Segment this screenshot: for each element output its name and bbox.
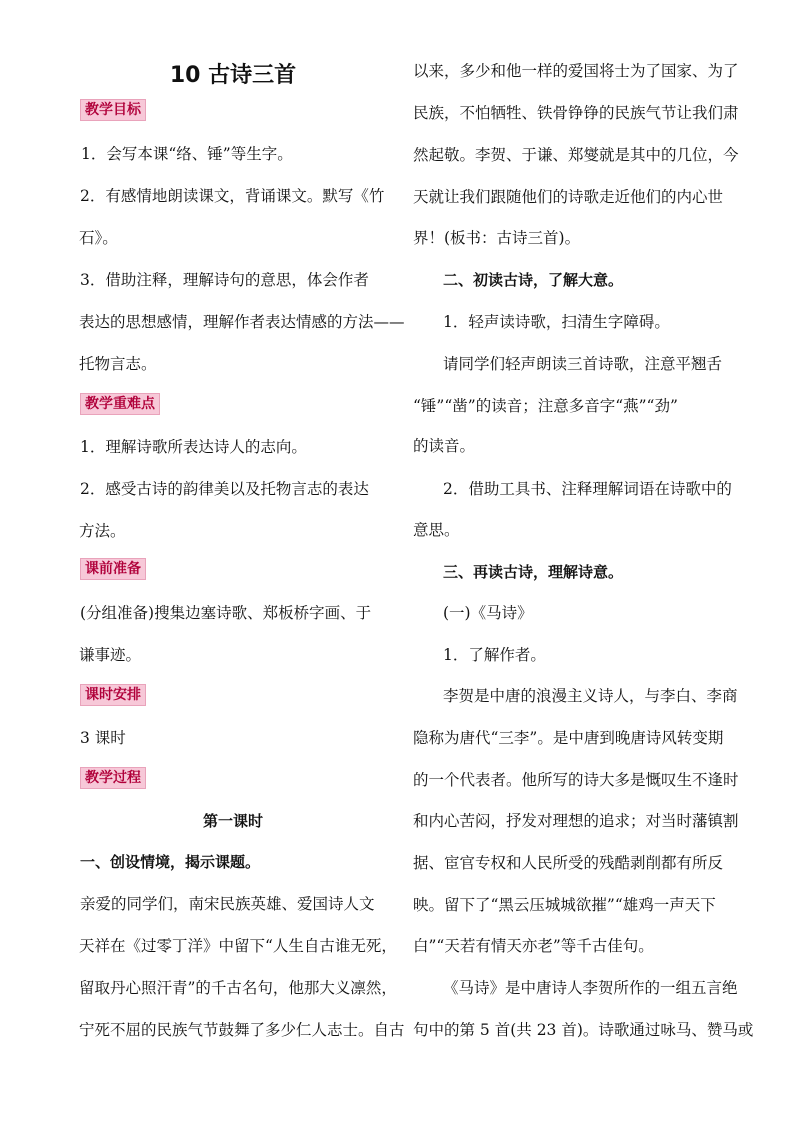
section-1-heading: 一、创设情境，揭示课题。 <box>80 853 261 871</box>
goal-3-line-2: 表达的思想感情，理解作者表达情感的方法—— <box>79 313 405 331</box>
author-line-1: 李贺是中唐的浪漫主义诗人，与李白、李商 <box>443 687 738 705</box>
author-line-4: 和内心苦闷，抒发对理想的追求；对当时藩镇割 <box>413 812 739 830</box>
section-2-para-line-2: “锤”“凿”的读音；注意多音字“燕”“劲” <box>413 397 678 415</box>
heading-preparation: 课前准备 <box>80 558 146 580</box>
key-point-2-line-2: 方法。 <box>79 522 126 540</box>
author-heading: 1．了解作者。 <box>443 646 546 664</box>
heading-process: 教学过程 <box>80 767 146 789</box>
heading-schedule: 课时安排 <box>80 684 146 706</box>
preparation-line-1: (分组准备)搜集边塞诗歌、郑板桥字画、于 <box>80 604 372 622</box>
goal-1: 1．会写本课“络、锤”等生字。 <box>81 145 293 163</box>
goal-2-line-2: 石》。 <box>79 229 118 247</box>
poem-1-title: (一)《马诗》 <box>443 604 533 622</box>
section-2-heading: 二、初读古诗，了解大意。 <box>443 271 624 289</box>
right-line-2: 民族，不怕牺牲、铁骨铮铮的民族气节让我们肃 <box>413 104 739 122</box>
period-1-title: 第一课时 <box>202 812 263 830</box>
goal-3-line-1: 3．借助注释，理解诗句的意思，体会作者 <box>80 271 369 289</box>
heading-teaching-goals: 教学目标 <box>80 99 146 121</box>
author-line-5: 据、宦官专权和人民所受的残酷剥削都有所反 <box>413 854 724 872</box>
key-point-2-line-1: 2．感受古诗的韵律美以及托物言志的表达 <box>80 480 369 498</box>
poem-intro-line-1: 《马诗》是中唐诗人李贺所作的一组五言绝 <box>443 979 738 997</box>
poem-intro-line-2: 句中的第 5 首(共 23 首)。诗歌通过咏马、赞马或 <box>413 1021 754 1039</box>
author-line-6: 映。留下了“黑云压城城欲摧”“雄鸡一声天下 <box>413 896 716 914</box>
section-2-item-2-line-2: 意思。 <box>413 521 460 539</box>
paragraph-1-line-4: 宁死不屈的民族气节鼓舞了多少仁人志士。自古 <box>79 1021 405 1039</box>
section-2-para-line-3: 的读音。 <box>413 437 476 455</box>
key-point-1: 1．理解诗歌所表达诗人的志向。 <box>80 438 307 456</box>
author-line-7: 白”“天若有情天亦老”等千古佳句。 <box>413 937 654 955</box>
lesson-title: 10 古诗三首 <box>169 63 297 88</box>
section-2-item-2-line-1: 2．借助工具书、注释理解词语在诗歌中的 <box>443 480 732 498</box>
right-line-1: 以来，多少和他一样的爱国将士为了国家、为了 <box>413 62 739 80</box>
author-line-3: 的一个代表者。他所写的诗大多是慨叹生不逢时 <box>413 771 739 789</box>
paragraph-1-line-1: 亲爱的同学们，南宋民族英雄、爱国诗人文 <box>80 895 375 913</box>
section-3-heading: 三、再读古诗，理解诗意。 <box>443 563 624 581</box>
preparation-line-2: 谦事迹。 <box>79 646 142 664</box>
paragraph-1-line-3: 留取丹心照汗青”的千古名句，他那大义凛然， <box>79 979 397 997</box>
goal-3-line-3: 托物言志。 <box>79 355 157 373</box>
goal-2-line-1: 2．有感情地朗读课文，背诵课文。默写《竹 <box>80 187 385 205</box>
right-line-4: 天就让我们跟随他们的诗歌走近他们的内心世 <box>413 188 724 206</box>
section-2-para-line-1: 请同学们轻声朗读三首诗歌，注意平翘舌 <box>443 355 723 373</box>
author-line-2: 隐称为唐代“三李”。是中唐到晚唐诗风转变期 <box>413 729 724 747</box>
heading-key-points: 教学重难点 <box>80 393 160 415</box>
right-line-3: 然起敬。李贺、于谦、郑燮就是其中的几位，今 <box>413 146 739 164</box>
paragraph-1-line-2: 天祥在《过零丁洋》中留下“人生自古谁无死， <box>79 937 397 955</box>
right-line-5: 界！(板书：古诗三首)。 <box>413 229 581 247</box>
section-2-item-1: 1．轻声读诗歌，扫清生字障碍。 <box>443 313 670 331</box>
schedule-value: 3 课时 <box>80 729 126 747</box>
